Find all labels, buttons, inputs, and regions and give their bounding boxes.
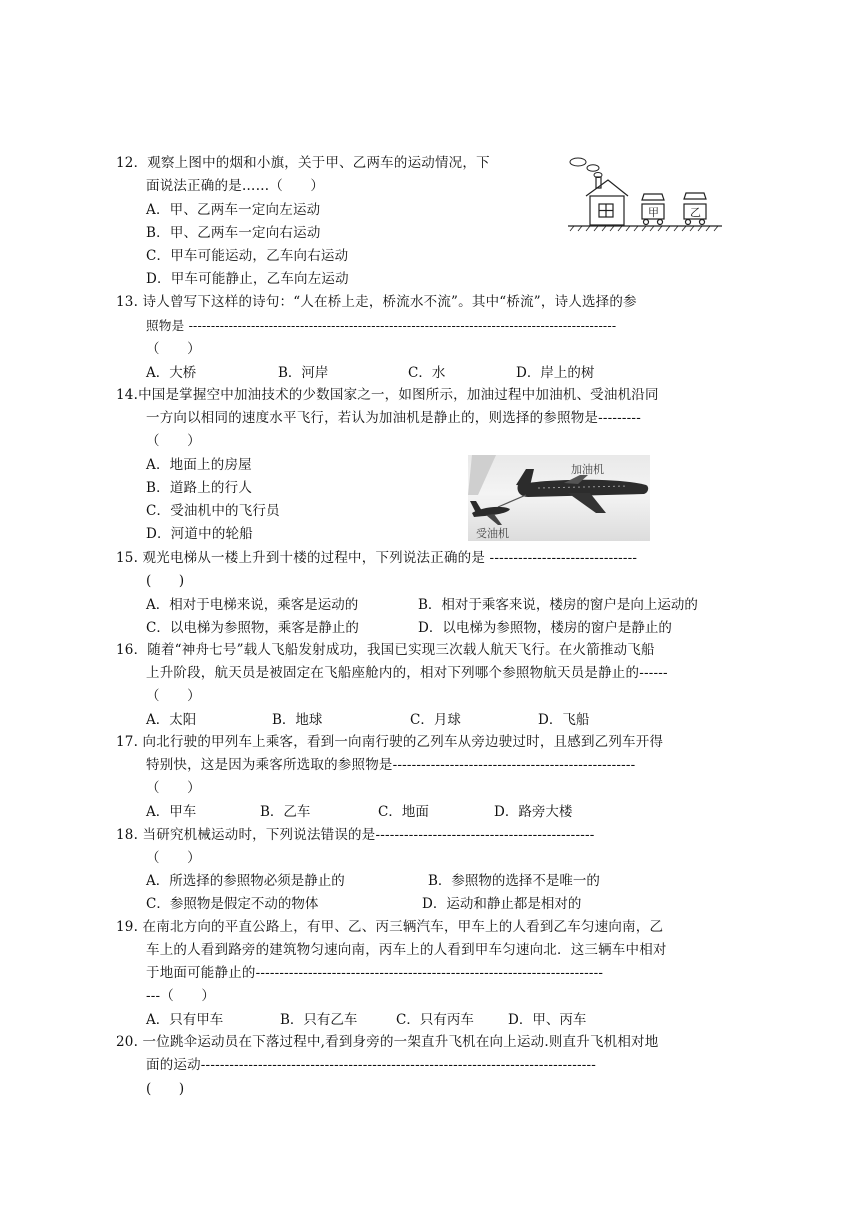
q12-stem-line1: 12．观察上图中的烟和小旗，关于甲、乙两车的运动情况，下 [116, 155, 490, 171]
q19-stem-line2: 车上的人看到路旁的建筑物匀速向南，丙车上的人看到甲车匀速向北．这三辆车中相对 [146, 942, 667, 958]
q18-option-b: B．参照物的选择不是唯一的 [428, 873, 600, 889]
q16-option-c: C．月球 [410, 712, 461, 728]
q17-answer-blank: （ ） [146, 780, 201, 796]
q17-stem-line1: 17. 向北行驶的甲列车上乘客，看到一向南行驶的乙列车从旁边驶过时，且感到乙列车开得 [116, 734, 664, 750]
q19-stem-line3: 于地面可能静止的------------------------------------------------------------------------- [146, 965, 604, 981]
smoke-icon [570, 158, 602, 178]
q17-option-b: B．乙车 [260, 804, 311, 820]
q19-option-d: D．甲、丙车 [508, 1012, 587, 1028]
q15-option-b: B．相对于乘客来说，楼房的窗户是向上运动的 [418, 597, 698, 613]
q12-figure [566, 152, 722, 234]
q18-option-c: C．参照物是假定不动的物体 [146, 896, 319, 912]
q17-option-d: D．路旁大楼 [494, 804, 573, 820]
cart-yi-label: 乙 [690, 206, 701, 219]
q18-stem-line1: 18. 当研究机械运动时，下列说法错误的是---------------------------------------------- [116, 827, 595, 843]
q19-option-b: B．只有乙车 [280, 1012, 358, 1028]
refuelling-photo [468, 455, 650, 541]
q18-option-a: A．所选择的参照物必须是静止的 [146, 873, 345, 889]
q13-stem-line1: 13. 诗人曾写下这样的诗句：“人在桥上走，桥流水不流”。其中“桥流”，诗人选择的参 [116, 294, 637, 310]
q12-option-a: A．甲、乙两车一定向左运动 [146, 202, 321, 218]
q16-option-d: D．飞船 [538, 712, 590, 728]
house-icon [586, 177, 628, 225]
q13-stem-line2: 照物是 ------------------------------------------------------------------------------------------------ [146, 318, 617, 333]
q14-stem-line1: 14.中国是掌握空中加油技术的少数国家之一，如图所示，加油过程中加油机、受油机沿同 [116, 387, 659, 403]
q16-option-a: A．太阳 [146, 712, 197, 728]
q13-answer-blank: （ ） [146, 341, 201, 357]
q15-answer-blank: ( ) [146, 573, 185, 589]
q12-option-b: B．甲、乙两车一定向右运动 [146, 225, 321, 241]
q18-option-d: D．运动和静止都是相对的 [422, 896, 582, 912]
q14-option-a: A．地面上的房屋 [146, 457, 252, 473]
receiver-plane-label: 受油机 [476, 527, 509, 540]
q17-option-a: A．甲车 [146, 804, 197, 820]
q15-option-a: A．相对于电梯来说，乘客是运动的 [146, 597, 359, 613]
q12-stem-line2: 面说法正确的是……（ ） [146, 178, 325, 194]
q14-option-c: C．受油机中的飞行员 [146, 503, 280, 519]
q16-answer-blank: （ ） [146, 688, 201, 704]
q12-option-d: D．甲车可能静止，乙车向左运动 [146, 271, 349, 287]
q14-option-d: D．河道中的轮船 [146, 526, 253, 542]
q16-option-b: B．地球 [272, 712, 323, 728]
q17-option-c: C．地面 [378, 804, 429, 820]
q20-stem-line1: 20. 一位跳伞运动员在下落过程中,看到身旁的一架直升飞机在向上运动.则直升飞机相对地 [116, 1034, 659, 1050]
q20-stem-line2: 面的运动----------------------------------------------------------------------------------- [146, 1057, 597, 1073]
q13-option-c: C．水 [408, 365, 446, 381]
house-and-carts-figure [566, 152, 722, 234]
q19-option-a: A．只有甲车 [146, 1012, 224, 1028]
q15-option-c: C．以电梯为参照物，乘客是静止的 [146, 620, 359, 636]
q19-stem-line1: 19. 在南北方向的平直公路上，有甲、乙、丙三辆汽车，甲车上的人看到乙车匀速向南，乙 [116, 919, 664, 935]
q16-stem-line2: 上升阶段，航天员是被固定在飞船座舱内的，相对下列哪个参照物航天员是静止的------ [146, 665, 668, 681]
q18-answer-blank: （ ） [146, 850, 201, 866]
q20-answer-blank: ( ) [146, 1081, 185, 1097]
q16-stem-line1: 16．随着“神舟七号”载人飞船发射成功，我国已实现三次载人航天飞行。在火箭推动飞船 [116, 642, 655, 658]
q14-answer-blank: （ ） [146, 433, 201, 449]
q14-stem-line2: 一方向以相同的速度水平飞行，若认为加油机是静止的，则选择的参照物是--------- [146, 410, 641, 426]
q15-option-d: D．以电梯为参照物，楼房的窗户是静止的 [418, 620, 672, 636]
q19-answer-blank: ---（ ） [146, 988, 216, 1004]
tanker-plane-label: 加油机 [571, 463, 604, 476]
q15-stem-line1: 15. 观光电梯从一楼上升到十楼的过程中，下列说法正确的是 ------------------------------- [116, 550, 638, 566]
q19-option-c: C．只有丙车 [396, 1012, 474, 1028]
q13-option-d: D．岸上的树 [516, 365, 595, 381]
cart-jia-label: 甲 [648, 206, 659, 219]
q12-option-c: C．甲车可能运动，乙车向右运动 [146, 248, 349, 264]
q17-stem-line2: 特别快，这是因为乘客所选取的参照物是--------------------------------------------------- [146, 757, 636, 773]
q13-option-a: A．大桥 [146, 365, 197, 381]
q13-option-b: B．河岸 [278, 365, 329, 381]
q14-option-b: B．道路上的行人 [146, 480, 253, 496]
